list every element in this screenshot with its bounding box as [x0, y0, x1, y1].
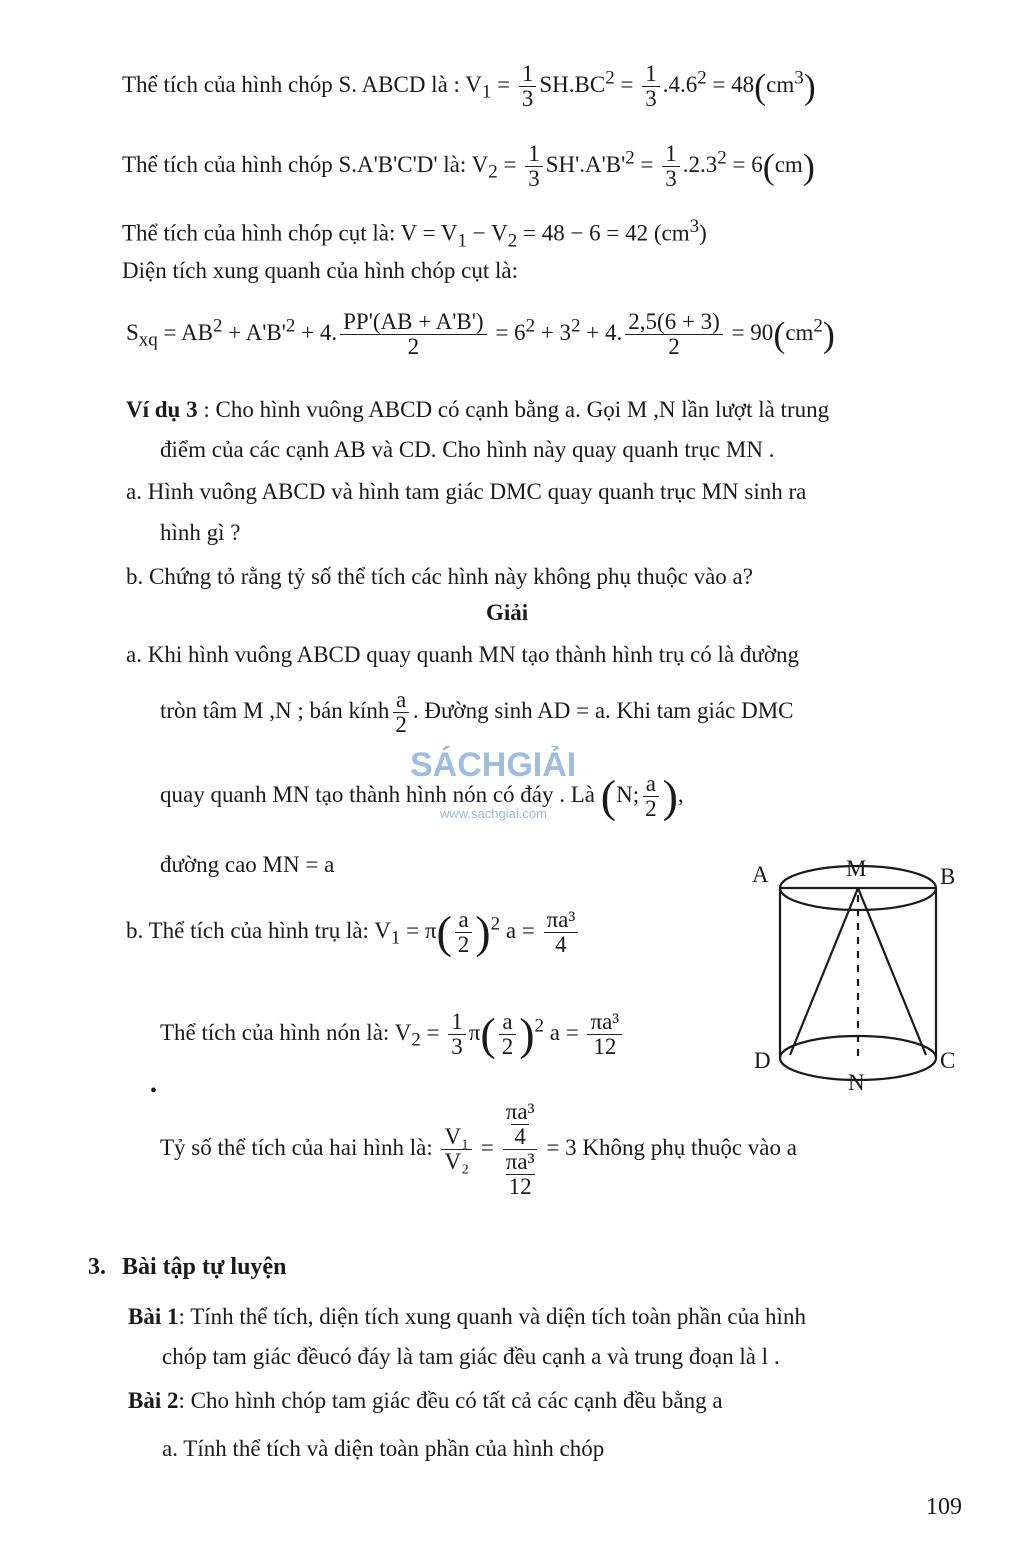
sxq-unit: cm — [785, 319, 814, 345]
v2-eq: = — [497, 151, 523, 177]
example3-question-a: a. Hình vuông ABCD và hình tam giác DMC quay quanh trục MN sinh ra — [126, 479, 807, 504]
exercise1-text1: : Tính thể tích, diện tích xung quanh và diện tích toàn phần của hình — [178, 1304, 806, 1329]
v-sub1: 1 — [457, 230, 468, 252]
sxq-f2-den: 2 — [668, 334, 680, 360]
v1-eq: = — [491, 71, 516, 97]
exercises-heading-text: Bài tập tự luyện — [122, 1254, 287, 1280]
v2-frac-num: 1 — [525, 142, 543, 167]
exercises-heading — [88, 1254, 286, 1281]
c-sub: 2 — [411, 1029, 421, 1051]
ratio-lhs — [441, 1125, 472, 1174]
sxq-p1: = AB — [157, 319, 213, 345]
sxq-p2: + A'B' — [222, 319, 286, 345]
a3-post: , — [677, 781, 684, 807]
a3-pre: quay quanh MN tạo thành hình nón có đáy . Là — [160, 781, 595, 807]
sxq-unit-sup: 2 — [813, 315, 823, 337]
v1-unit: cm — [766, 71, 795, 97]
page-number: 109 — [926, 1494, 962, 1520]
example3-line2: điểm của các cạnh AB và CD. Cho hình này quay quanh trục MN . — [160, 437, 775, 462]
v1-frac-den: 3 — [521, 86, 534, 112]
exercises-heading-num: 3. — [88, 1254, 106, 1280]
b-fraction — [455, 908, 473, 957]
example3-label: Ví dụ 3 — [126, 397, 198, 422]
exercise1-label: Bài 1 — [128, 1304, 179, 1329]
a2-fraction — [392, 688, 410, 737]
c-mid: a = — [544, 1019, 585, 1045]
exercise2-part-a: a. Tính thể tích và diện toàn phần của hình chóp — [162, 1436, 605, 1461]
solution-a3: quay quanh MN tạo thành hình nón có đáy . Là (N; $\frac{a}{2}$ ), — [160, 770, 684, 822]
solution-title: Giải — [486, 600, 529, 625]
sxq-f2-num: 2,5(6 + 3) — [625, 310, 723, 335]
v2-fraction2 — [662, 142, 680, 191]
label-m: M — [846, 856, 867, 881]
a2-pre: tròn tâm M ,N ; bán kính — [160, 697, 390, 723]
c-fraction2 — [499, 1010, 517, 1059]
b-res-den: 4 — [555, 932, 567, 958]
formula-sxq: $S_{xq} = AB^2 + A'B'^2 + 4$. $\frac{PP'(AB + A'B')}{2}$ = $6^2 + 3^2 + 4$. $\frac{2,5(6 + 3)}{2}$ = $90(cm^2)$ — [126, 309, 835, 360]
solution-ratio — [160, 1100, 797, 1200]
v1-frac-num: 1 — [519, 62, 537, 87]
c-res-num: πa³ — [587, 1010, 622, 1035]
watermark-url: www.sachgiai.com — [440, 806, 547, 821]
ratio-num: V₁ — [441, 1125, 472, 1150]
b-frac-num: a — [455, 908, 471, 933]
sxq-p1-sup: 2 — [212, 315, 223, 337]
cone-right — [858, 888, 926, 1055]
v2-tail: .2.3 — [682, 151, 718, 177]
sxq-p6: + 4. — [580, 319, 623, 345]
exercise1-line2: chóp tam giác đềucó đáy là tam giác đều cạnh a và trung đoạn là l . — [162, 1344, 780, 1369]
c-pre: Thể tích của hình nón là: V — [160, 1019, 412, 1045]
v-mid: − V — [467, 220, 508, 246]
sxq-p2-sup: 2 — [285, 315, 296, 337]
v2-sub: 2 — [488, 161, 498, 183]
a3-inner: N; — [616, 781, 640, 807]
v1-unit-sup: 3 — [794, 67, 804, 89]
b-result — [544, 908, 579, 957]
sxq-sub: xq — [138, 329, 158, 351]
b-eq: = π — [400, 917, 437, 943]
cone-left — [790, 888, 858, 1055]
label-a: A — [752, 862, 769, 887]
v1-fraction2 — [642, 62, 660, 111]
b-res-num: πa³ — [544, 908, 579, 933]
v-text: Thể tích của hình chóp cụt là: V = V — [122, 220, 458, 246]
label-c: C — [940, 1048, 956, 1073]
example3-text1: : Cho hình vuông ABCD có cạnh bằng a. Gọi M ,N lần lượt là trung — [197, 397, 830, 422]
sxq-fraction1 — [340, 310, 486, 359]
a3-frac-den: 2 — [645, 796, 657, 822]
label-b: B — [940, 864, 956, 889]
ratio-compound — [503, 1100, 538, 1200]
v1-prefix: Thể tích của hình chóp S. ABCD là : V — [122, 71, 482, 97]
sxq-p7: = 90 — [725, 319, 774, 345]
v-sub2: 2 — [507, 230, 518, 252]
ratio-den: V₂ — [444, 1149, 470, 1175]
solution-a1: a. Khi hình vuông ABCD quay quanh MN tạo thành hình trụ có là đường — [126, 642, 800, 667]
sxq-intro: Diện tích xung quanh của hình chóp cụt là: — [122, 258, 519, 283]
c-f1-num: 1 — [448, 1010, 466, 1035]
v1-result: = 48 — [706, 71, 755, 97]
v1-fraction — [519, 62, 537, 111]
c-fraction1 — [448, 1010, 466, 1059]
v2-frac2-num: 1 — [662, 142, 680, 167]
ratio-bot-num: πa³ — [505, 1149, 535, 1175]
v2-frac-den: 3 — [528, 166, 540, 192]
example3-question-a-cont: hình gì ? — [160, 520, 241, 545]
sxq-fraction2 — [625, 310, 723, 359]
a3-fraction — [642, 772, 660, 821]
v-close: ) — [699, 220, 707, 246]
sxq-lhs: S — [126, 319, 139, 345]
ratio-compound-top — [503, 1100, 538, 1150]
v1-eq2: = — [614, 71, 640, 97]
v2-fraction — [525, 142, 543, 191]
sxq-p5: + 3 — [535, 319, 572, 345]
b-mid: a = — [500, 917, 541, 943]
sxq-p5-sup: 2 — [571, 315, 581, 337]
b-sup: 2 — [490, 913, 501, 935]
v1-mid: SH.BC — [539, 71, 606, 97]
sxq-p3: + 4. — [295, 319, 338, 345]
sxq-f1-den: 2 — [407, 334, 420, 360]
v2-eq2: = — [634, 151, 660, 177]
a2-frac-den: 2 — [395, 712, 407, 738]
ratio-pre: Tỷ số thể tích của hai hình là: — [160, 1135, 433, 1161]
c-result — [587, 1010, 622, 1059]
formula-v1: Thể tích của hình chóp S. ABCD là : $V_1$ = $\frac{1}{3}$ $SH.BC^2$ = $\frac{1}{3}$ $.4.6^2 = 48(cm^3)$ — [122, 61, 816, 112]
ratio-eq: = — [475, 1135, 500, 1161]
c-frac-den: 2 — [501, 1034, 514, 1060]
exercise2-text: : Cho hình chóp tam giác đều có tất cả các cạnh đều bằng a — [178, 1388, 723, 1413]
ratio-top-den: 4 — [511, 1124, 529, 1149]
ratio-compound-bottom — [503, 1150, 538, 1199]
v1-sup: 2 — [605, 67, 615, 89]
v2-sup: 2 — [625, 147, 635, 169]
v2-tail-sup: 2 — [717, 147, 727, 169]
a2-frac-num: a — [393, 688, 409, 713]
b-sub: 1 — [390, 927, 401, 949]
a2-post: . Đường sinh AD = a. Khi tam giác DMC — [412, 697, 794, 723]
v1-tail-sup: 2 — [697, 67, 707, 89]
exercise2-line1 — [128, 1388, 723, 1414]
v1-frac2-den: 3 — [645, 86, 657, 112]
v2-prefix: Thể tích của hình chóp S.A'B'C'D' là: V — [122, 151, 489, 177]
v2-unit: cm — [774, 151, 803, 177]
sxq-f1-num: PP'(AB + A'B') — [340, 310, 486, 335]
c-sup: 2 — [534, 1015, 545, 1037]
v1-tail: .4.6 — [662, 71, 698, 97]
ratio-post: = 3 Không phụ thuộc vào a — [540, 1135, 797, 1161]
solution-c: Thể tích của hình nón là: $V_2$ = $\frac{1}{3}$ π( $\frac{a}{2}$ )$^2$ a = $\frac{\text{πa³}}{12}$ — [160, 1010, 625, 1059]
example3-line1 — [126, 397, 829, 423]
v2-frac2-den: 3 — [665, 166, 677, 192]
label-d: D — [754, 1048, 771, 1073]
c-pi: π — [468, 1019, 481, 1045]
stray-dot: • — [150, 1080, 158, 1102]
sxq-p4-sup: 2 — [525, 315, 536, 337]
v1-sub: 1 — [481, 81, 492, 103]
v1-frac2-num: 1 — [642, 62, 660, 87]
c-eq: = — [420, 1019, 446, 1045]
v-sup: 3 — [689, 216, 700, 237]
formula-v — [122, 216, 707, 252]
solution-b: b. Thể tích của hình trụ là: $V_1 = \pi$( $\frac{a}{2}$ )$^2$ a = $\frac{\text{πa³}}{4}$ — [126, 908, 581, 957]
label-n: N — [848, 1070, 865, 1095]
b-frac-den: 2 — [457, 932, 470, 958]
exercise2-label: Bài 2 — [128, 1388, 179, 1413]
v2-mid: SH'.A'B' — [545, 151, 626, 177]
sxq-p4: = 6 — [489, 319, 526, 345]
solution-a2 — [160, 688, 794, 737]
b-pre: b. Thể tích của hình trụ là: V — [126, 917, 391, 943]
ratio-top-num: πa³ — [505, 1099, 535, 1124]
v-end: = 48 − 6 = 42 (cm — [517, 220, 690, 246]
a3-frac-num: a — [643, 772, 659, 797]
exercise1-line1 — [128, 1304, 806, 1330]
example3-question-b: b. Chứng tỏ rằng tỷ số thể tích các hình này không phụ thuộc vào a? — [126, 564, 753, 589]
solution-a4: đường cao MN = a — [160, 852, 335, 877]
v2-result: = 6 — [726, 151, 763, 177]
ratio-bot-den: 12 — [506, 1174, 535, 1199]
c-frac-num: a — [499, 1010, 515, 1035]
watermark-brand: SÁCHGIẢI — [410, 746, 577, 784]
c-res-den: 12 — [593, 1034, 617, 1060]
c-f1-den: 3 — [451, 1034, 463, 1060]
formula-v2: Thể tích của hình chóp S.A'B'C'D' là: $V_2$ = $\frac{1}{3}$ $SH'.A'B'^2$ = $\frac{1}{3}$ $.2.3^2 = 6(cm)$ — [122, 141, 815, 192]
